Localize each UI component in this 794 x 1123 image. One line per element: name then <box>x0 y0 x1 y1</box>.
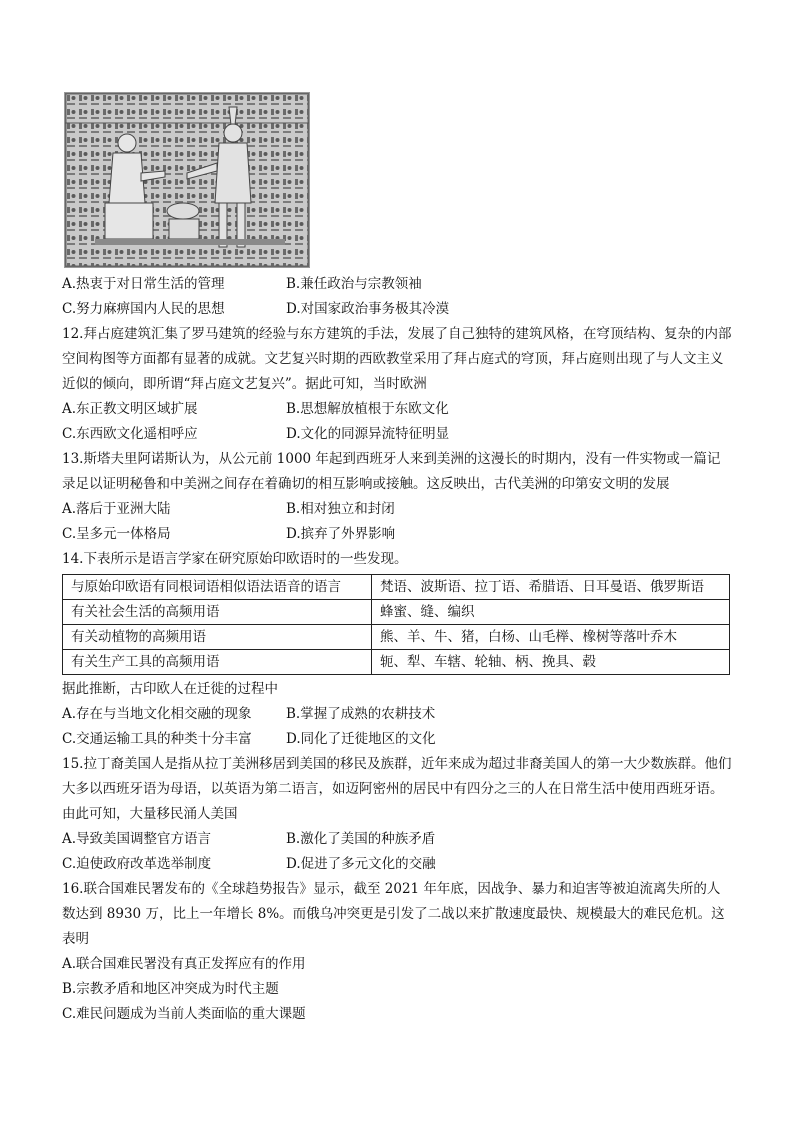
table-cell: 与原始印欧语有同根词语相似语法语音的语言 <box>63 575 372 600</box>
q12-options-row-1 <box>62 397 732 422</box>
table-cell: 有关生产工具的高频用语 <box>63 650 372 675</box>
q14-stem: 14.下表所示是语言学家在研究原始印欧语时的一些发现。 <box>62 551 408 567</box>
q13-option-a[interactable]: A.落后于亚洲大陆 <box>62 501 171 517</box>
q11-option-a[interactable]: A.热衷于对日常生活的管理 <box>62 276 225 292</box>
q12-option-a[interactable]: A.东正教文明区域扩展 <box>62 401 198 417</box>
table-row <box>63 575 730 600</box>
q11-option-b[interactable]: B.兼任政治与宗教领袖 <box>286 276 422 292</box>
q13-option-b[interactable]: B.相对独立和封闭 <box>286 501 395 517</box>
table-row <box>63 650 730 675</box>
q13-option-d[interactable]: D.摈弃了外界影响 <box>286 526 396 542</box>
q11-option-c[interactable]: C.努力麻痹国内人民的思想 <box>62 301 225 317</box>
q14-language-table <box>62 574 730 675</box>
q16-stem: 16.联合国难民署发布的《全球趋势报告》显示，截至 2021 年年底，因战争、暴力和迫害等被迫流离失所的人数达到 8930 万，比上一年增长 8%。而俄乌冲突更是引发了二战以来扩散速度最快、规模最大的难民危机。这表明 <box>62 881 725 947</box>
table-cell: 轭、犁、车辖、轮轴、柄、挽具、毂 <box>372 650 730 675</box>
q16-option-c[interactable]: C.难民问题成为当前人类面临的重大课题 <box>62 1006 306 1022</box>
q14-option-c[interactable]: C.交通运输工具的种类十分丰富 <box>62 731 252 747</box>
q15-option-b[interactable]: B.激化了美国的种族矛盾 <box>286 831 436 847</box>
q15-options-row-2 <box>62 852 732 877</box>
q14-option-b[interactable]: B.掌握了成熟的农耕技术 <box>286 706 436 722</box>
q16-option-a[interactable]: A.联合国难民署没有真正发挥应有的作用 <box>62 956 306 972</box>
q12-stem: 12.拜占庭建筑汇集了罗马建筑的经验与东方建筑的手法，发展了自己独特的建筑风格，在穹顶结构、复杂的内部空间构图等方面都有显著的成就。文艺复兴时期的西欧教堂采用了拜占庭式的穹顶，拜占庭则出现了与人文主义近似的倾向，即所谓“拜占庭文艺复兴”。据此可知，当时欧洲 <box>62 326 732 392</box>
q15-stem: 15.拉丁裔美国人是指从拉丁美洲移居到美国的移民及族群，近年来成为超过非裔美国人的第一大少数族群。他们大多以西班牙语为母语，以英语为第二语言，如迈阿密州的居民中有四分之三的人在日常生活中使用西班牙语。由此可知，大量移民涌人美国 <box>62 756 732 822</box>
q13-options-row-2 <box>62 522 732 547</box>
q16-option-b[interactable]: B.宗教矛盾和地区冲突成为时代主题 <box>62 981 279 997</box>
q12-option-b[interactable]: B.思想解放植根于东欧文化 <box>286 401 449 417</box>
table-cell: 有关动植物的高频用语 <box>63 625 372 650</box>
q12-options-row-2 <box>62 422 732 447</box>
q13-options-row-1 <box>62 497 732 522</box>
q15-option-c[interactable]: C.迫使政府改革选举制度 <box>62 856 212 872</box>
q14-option-d[interactable]: D.同化了迁徙地区的文化 <box>286 731 436 747</box>
q13-stem: 13.斯塔夫里阿诺斯认为，从公元前 1000 年起到西班牙人来到美洲的这漫长的时期内，没有一件实物或一篇记录足以证明秘鲁和中美洲之间存在着确切的相互影响或接触。这反映出，古代美洲的印第安文明的发展 <box>62 451 721 492</box>
q12-option-c[interactable]: C.东西欧文化遥相呼应 <box>62 426 198 442</box>
q14-option-a[interactable]: A.存在与当地文化相交融的现象 <box>62 706 252 722</box>
table-cell: 梵语、波斯语、拉丁语、希腊语、日耳曼语、俄罗斯语 <box>372 575 730 600</box>
q11-option-d[interactable]: D.对国家政治事务极其冷漠 <box>286 301 450 317</box>
q15-option-a[interactable]: A.导致美国调整官方语言 <box>62 831 212 847</box>
q12-option-d[interactable]: D.文化的同源异流特征明显 <box>286 426 450 442</box>
q14-options-row-1 <box>62 702 732 727</box>
q11-options-row-2 <box>62 297 732 322</box>
q14-options-row-2 <box>62 727 732 752</box>
table-cell: 蜂蜜、缝、编织 <box>372 600 730 625</box>
relief-illustration <box>65 93 309 267</box>
table-cell: 熊、羊、牛、猪，白杨、山毛榉、橡树等落叶乔木 <box>372 625 730 650</box>
q11-options-row-1 <box>62 272 732 297</box>
table-cell: 有关社会生活的高频用语 <box>63 600 372 625</box>
egyptian-relief-image <box>64 92 310 268</box>
table-row <box>63 600 730 625</box>
q15-options-row-1 <box>62 827 732 852</box>
q15-option-d[interactable]: D.促进了多元文化的交融 <box>286 856 436 872</box>
exam-page <box>62 92 732 1027</box>
q14-after-text: 据此推断，古印欧人在迁徙的过程中 <box>62 681 278 697</box>
q13-option-c[interactable]: C.呈多元一体格局 <box>62 526 171 542</box>
table-row <box>63 625 730 650</box>
